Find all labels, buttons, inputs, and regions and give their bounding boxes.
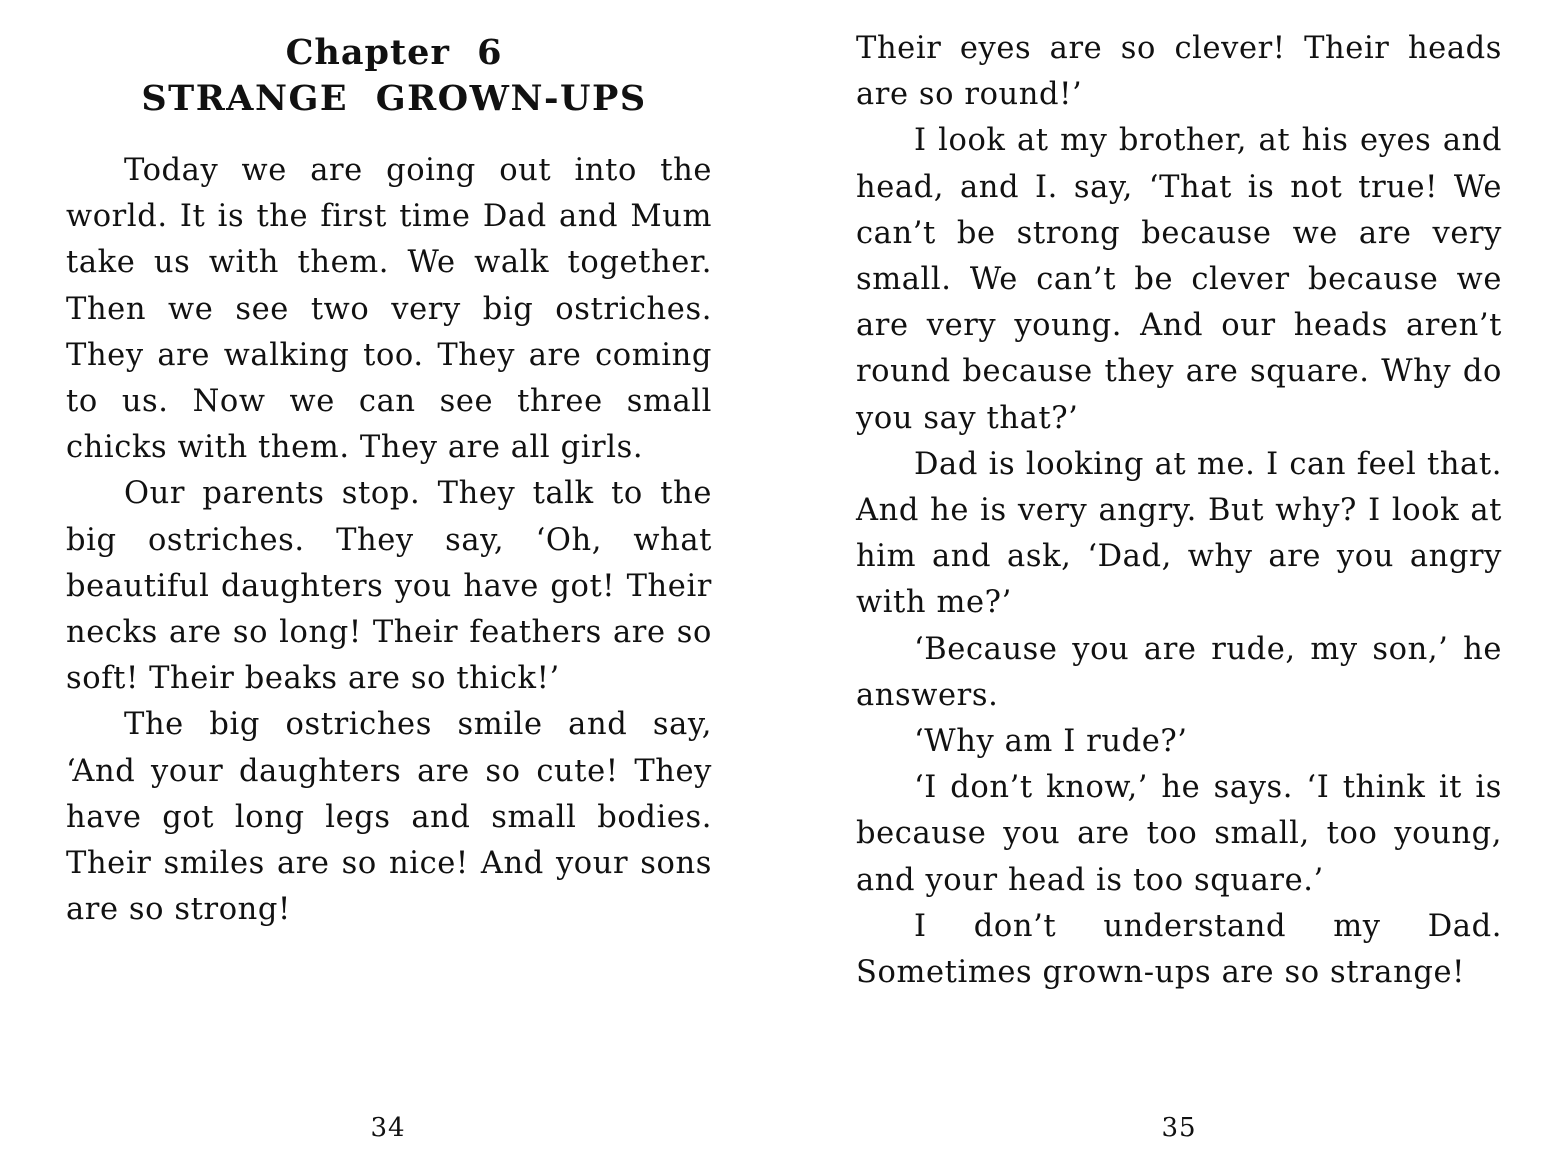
paragraph: ‘I don’t know,’ he says. ‘I think it is because you are too small, too young, and your head is too square.’ [856, 770, 1502, 898]
paragraph: ‘Because you are rude, my son,’ he answers. [856, 631, 1502, 713]
right-page-body [856, 26, 1502, 996]
paragraph: Dad is looking at me. I can feel that. And he is very angry. But why? I look at him and ask, ‘Dad, why are you angry with me?’ [856, 446, 1502, 621]
page-number: 34 [370, 1113, 406, 1143]
left-page-body [66, 148, 712, 933]
paragraph: Their eyes are so clever! Their heads are so round!’ [856, 31, 1502, 113]
paragraph: Today we are going out into the world. It is the first time Dad and Mum take us with them. We walk together. Then we see two very big ostriches. They are walking too. They are coming to us. Now we can see three small chicks with them. They are all girls. [66, 153, 712, 466]
chapter-title: STRANGE GROWN-UPS [141, 78, 647, 119]
page-number: 35 [1161, 1113, 1197, 1143]
chapter-heading [66, 30, 712, 122]
chapter-label: Chapter 6 [285, 32, 503, 73]
left-page [66, 0, 712, 1155]
paragraph: I don’t understand my Dad. Sometimes grown-ups are so strange! [856, 908, 1502, 991]
paragraph: The big ostriches smile and say, ‘And your daughters are so cute! They have got long legs and small bodies. Their smiles are so nice! And your sons are so strong! [66, 707, 712, 928]
paragraph: ‘Why am I rude?’ [914, 724, 1188, 760]
right-page [856, 0, 1502, 1155]
paragraph: I look at my brother, at his eyes and head, and I. say, ‘That is not true! We can’t be strong because we are very small. We can’t be clever because we are very young. And our heads aren’t round because they are square. Why do you say that?’ [856, 123, 1502, 436]
paragraph: Our parents stop. They talk to the big ostriches. They say, ‘Oh, what beautiful daughters you have got! Their necks are so long! Their feathers are so soft! Their beaks are so thick!’ [66, 476, 712, 697]
